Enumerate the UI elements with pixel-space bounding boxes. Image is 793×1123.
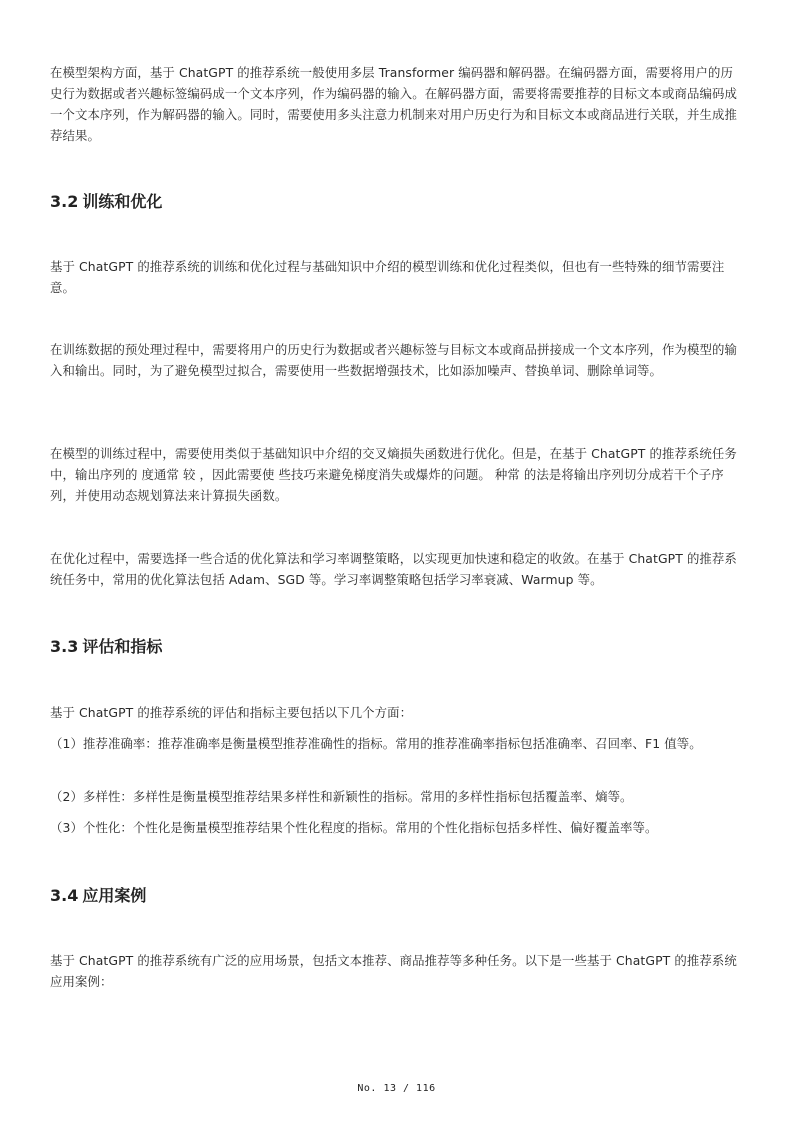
section-title: 训练和优化 [82,192,163,211]
section-number: 3.4 [50,886,79,905]
paragraph-preprocessing: 在训练数据的预处理过程中，需要将用户的历史行为数据或者兴趣标签与目标文本或商品拼接成一个文本序列，作为模型的输入和输出。同时，为了避免模型过拟合，需要使用一些数据增强技术，比如添加噪声、替换单词、删除单词等。 [50,342,737,378]
section-title: 评估和指标 [82,637,163,656]
section-number: 3.3 [50,637,79,656]
section-number: 3.2 [50,192,79,211]
list-item-personalization: （3）个性化：个性化是衡量模型推荐结果个性化程度的指标。常用的个性化指标包括多样性、偏好覆盖率等。 [50,820,658,835]
paragraph-training-intro: 基于 ChatGPT 的推荐系统的训练和优化过程与基础知识中介绍的模型训练和优化过程类似，但也有一些特殊的细节需要注意。 [50,259,725,295]
section-title: 应用案例 [82,886,147,905]
page-number-footer: No. 13 / 116 [357,1083,436,1094]
list-item-diversity: （2）多样性：多样性是衡量模型推荐结果多样性和新颖性的指标。常用的多样性指标包括覆盖率、熵等。 [50,789,633,804]
paragraph-evaluation-intro: 基于 ChatGPT 的推荐系统的评估和指标主要包括以下几个方面： [50,705,413,720]
section-heading-3-2 [50,189,162,212]
paragraph-training-process: 在模型的训练过程中，需要使用类似于基础知识中介绍的交叉熵损失函数进行优化。但是，在基于 ChatGPT 的推荐系统任务中，输出序列的 度通常 较 ，因此需要使 些技巧来避免梯度消失或爆炸的问题。 种常 的法是将输出序列切分成若干个子序列，并使用动态规划算法来计算损失函数。 [50,446,737,503]
list-item-accuracy: （1）推荐准确率：推荐准确率是衡量模型推荐准确性的指标。常用的推荐准确率指标包括准确率、召回率、F1 值等。 [50,736,702,751]
section-heading-3-3 [50,634,162,657]
paragraph-architecture: 在模型架构方面，基于 ChatGPT 的推荐系统一般使用多层 Transformer 编码器和解码器。在编码器方面，需要将用户的历史行为数据或者兴趣标签编码成一个文本序列，作为编码器的输入。在解码器方面，需要将需要推荐的目标文本或商品编码成一个文本序列，作为解码器的输入。同时，需要使用多头注意力机制来对用户历史行为和目标文本或商品进行关联，并生成推荐结果。 [50,65,737,143]
paragraph-optimization: 在优化过程中，需要选择一些合适的优化算法和学习率调整策略，以实现更加快速和稳定的收敛。在基于 ChatGPT 的推荐系统任务中，常用的优化算法包括 Adam、SGD 等。学习率调整策略包括学习率衰减、Warmup 等。 [50,551,737,587]
paragraph-case-intro: 基于 ChatGPT 的推荐系统有广泛的应用场景，包括文本推荐、商品推荐等多种任务。以下是一些基于 ChatGPT 的推荐系统应用案例： [50,953,737,989]
section-heading-3-4 [50,883,146,906]
